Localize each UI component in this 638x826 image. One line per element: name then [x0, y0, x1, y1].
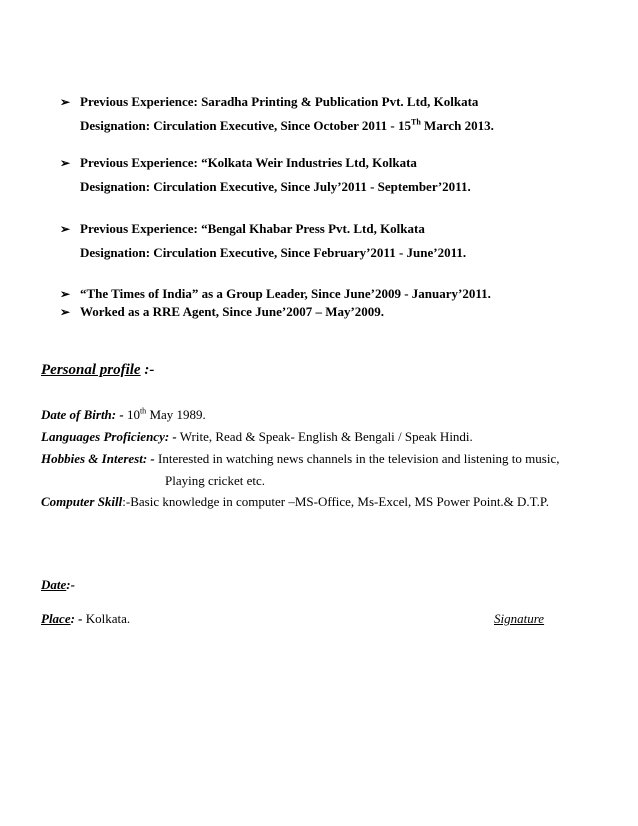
personal-profile-heading: Personal profile :- [41, 362, 155, 378]
computer-skill-value: :-Basic knowledge in computer –MS-Office, Ms-Excel, MS Power Point.& D.T.P. [122, 494, 549, 509]
languages-row [41, 427, 473, 447]
languages-label: Languages Proficiency: - [41, 429, 177, 444]
experience-designation: Designation: Circulation Executive, Since October 2011 - 15Th March 2013. [80, 117, 494, 133]
experience-designation: Designation: Circulation Executive, Since July’2011 - September’2011. [80, 179, 471, 194]
languages-value: Write, Read & Speak- English & Bengali / Speak Hindi. [176, 429, 473, 444]
place-value: Kolkata. [82, 611, 131, 626]
hobbies-value: Interested in watching news channels in the television and listening to music, [154, 451, 560, 466]
experience-line: “The Times of India” as a Group Leader, Since June’2009 - January’2011. [80, 286, 491, 301]
experience-line: Previous Experience: Saradha Printing & Publication Pvt. Ltd, Kolkata [80, 94, 479, 109]
arrow-bullet-icon: ➢ [60, 287, 71, 301]
experience-item-5 [60, 302, 384, 322]
dob-label: Date of Birth: - [41, 407, 124, 422]
experience-designation: Designation: Circulation Executive, Since February’2011 - June’2011. [80, 245, 467, 260]
experience-item-1 [60, 92, 494, 136]
hobbies-row-continued: Playing cricket etc. [165, 473, 265, 488]
arrow-bullet-icon: ➢ [60, 305, 71, 319]
experience-line: Previous Experience: “Kolkata Weir Industries Ltd, Kolkata [80, 155, 417, 170]
signature-label: Signature [494, 611, 545, 626]
date-of-birth-row [41, 405, 206, 425]
experience-item-4 [60, 284, 491, 304]
arrow-bullet-icon: ➢ [60, 156, 71, 170]
experience-line: Previous Experience: “Bengal Khabar Press Pvt. Ltd, Kolkata [80, 221, 425, 236]
computer-skill-row [41, 492, 549, 512]
experience-line: Worked as a RRE Agent, Since June’2007 – May’2009. [80, 304, 385, 319]
experience-item-2 [60, 153, 471, 197]
place-field: Place: - Kolkata. [41, 611, 131, 626]
date-label: Date [41, 577, 67, 592]
arrow-bullet-icon: ➢ [60, 95, 71, 109]
place-label: Place [41, 611, 71, 626]
computer-skill-label: Computer Skill [41, 494, 123, 509]
experience-item-3 [60, 219, 466, 263]
arrow-bullet-icon: ➢ [60, 222, 71, 236]
dob-value: 10th May 1989. [123, 406, 206, 422]
date-field: Date:- [41, 577, 75, 592]
hobbies-label: Hobbies & Interest: - [41, 451, 155, 466]
hobbies-row [41, 449, 559, 469]
